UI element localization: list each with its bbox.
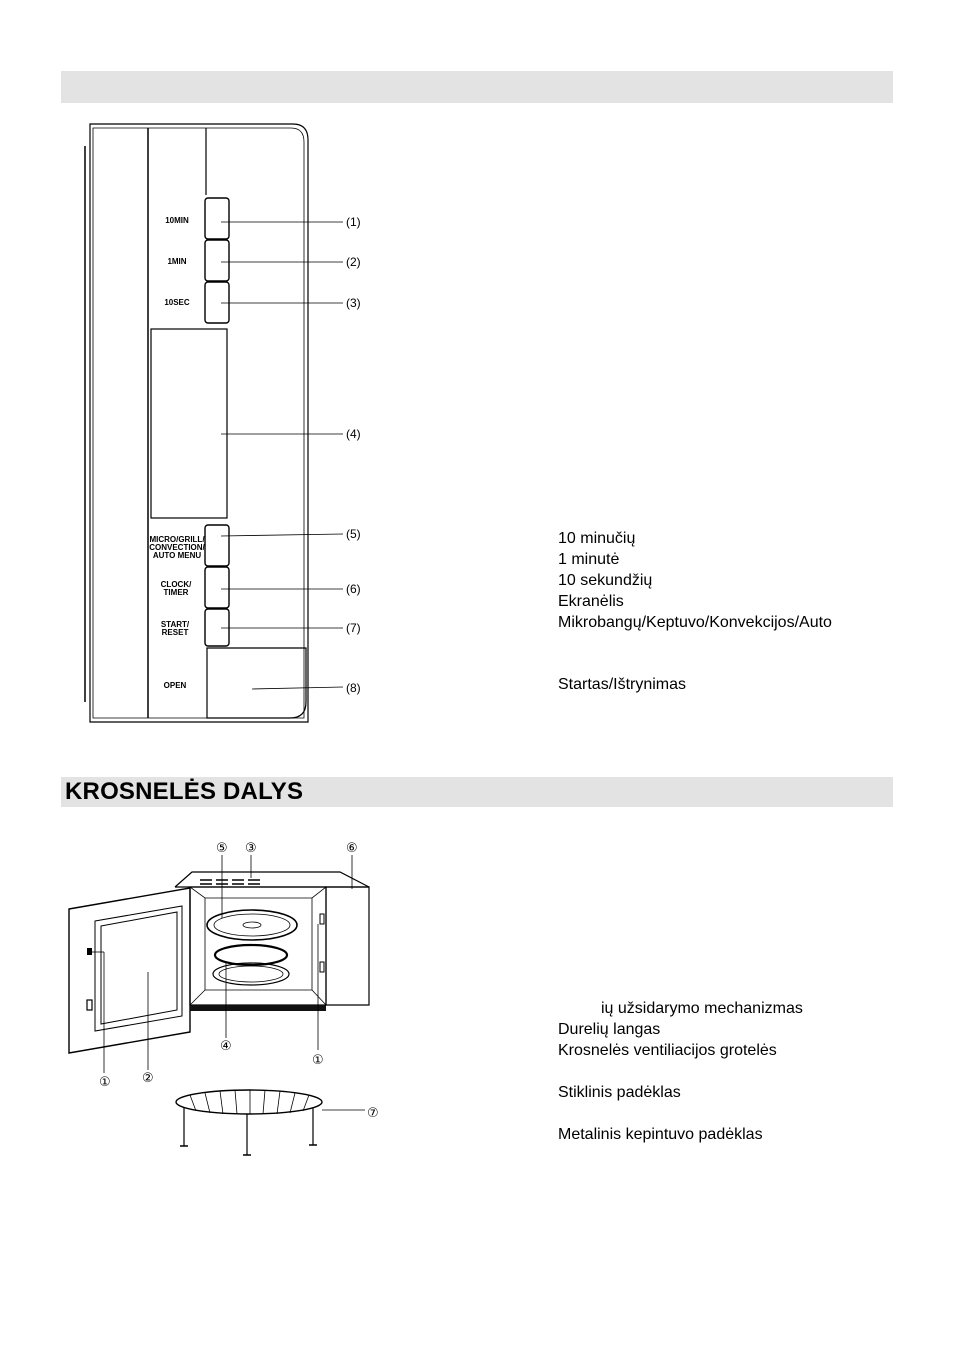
marker-7: ⑦ [367,1106,379,1121]
marker-6: ⑥ [346,841,358,856]
callout-7: (7) [346,621,361,635]
key-label-10min: 10MIN [165,216,189,225]
legend-item-1: 10 minučių [558,530,636,547]
callout-3: (3) [346,296,361,310]
legend-item-7: Startas/Ištrynimas [558,676,687,693]
marker-3: ③ [245,841,257,856]
callout-8: (8) [346,681,361,695]
parts-legend-1: ių užsidarymo mechanizmas [601,1000,803,1017]
door-latch-bottom [87,1000,92,1010]
key-label-micro-line3: AUTO MENU [152,551,202,560]
marker-1-right: ① [312,1053,324,1068]
callout-4: (4) [346,427,361,441]
key-label-start-line2: RESET [161,628,189,637]
vent-grille-icon [200,880,260,884]
key-label-open: OPEN [163,681,187,690]
section-title-oven-parts: KROSNELĖS DALYS [65,778,304,805]
callout-1: (1) [346,215,361,229]
legend-item-2: 1 minutė [558,551,620,568]
callout-5: (5) [346,527,361,541]
key-label-start-line1: START/ [160,620,190,629]
marker-4: ④ [220,1039,232,1054]
marker-1-left: ① [99,1075,111,1090]
key-label-1min: 1MIN [167,257,187,266]
legend-item-4: Ekranėlis [558,593,624,610]
callout-6: (6) [346,582,361,596]
parts-legend-7: Metalinis kepintuvo padėklas [558,1126,763,1143]
legend-item-5: Mikrobangų/Keptuvo/Konvekcijos/Auto [558,614,832,631]
parts-legend-5: Stiklinis padėklas [558,1084,681,1101]
marker-5: ⑤ [216,841,228,856]
parts-legend-3: Krosnelės ventiliacijos grotelės [558,1042,777,1059]
legend-item-3: 10 sekundžių [558,572,653,589]
callout-2: (2) [346,255,361,269]
marker-2: ② [142,1071,154,1086]
oven-control-side [326,887,369,1005]
parts-legend-2: Durelių langas [558,1021,661,1038]
glass-tray [207,910,297,940]
key-label-clock-line2: TIMER [163,588,189,597]
metal-rack [176,1090,322,1155]
key-label-micro-line2: CONVECTION/ [149,543,205,552]
roller-ring [215,945,287,965]
key-label-10sec: 10SEC [164,298,190,307]
key-label-clock-line1: CLOCK/ [160,580,192,589]
key-label-micro-line1: MICRO/GRILL/ [149,535,205,544]
door-window [101,912,177,1024]
door-latch-top [87,948,92,955]
